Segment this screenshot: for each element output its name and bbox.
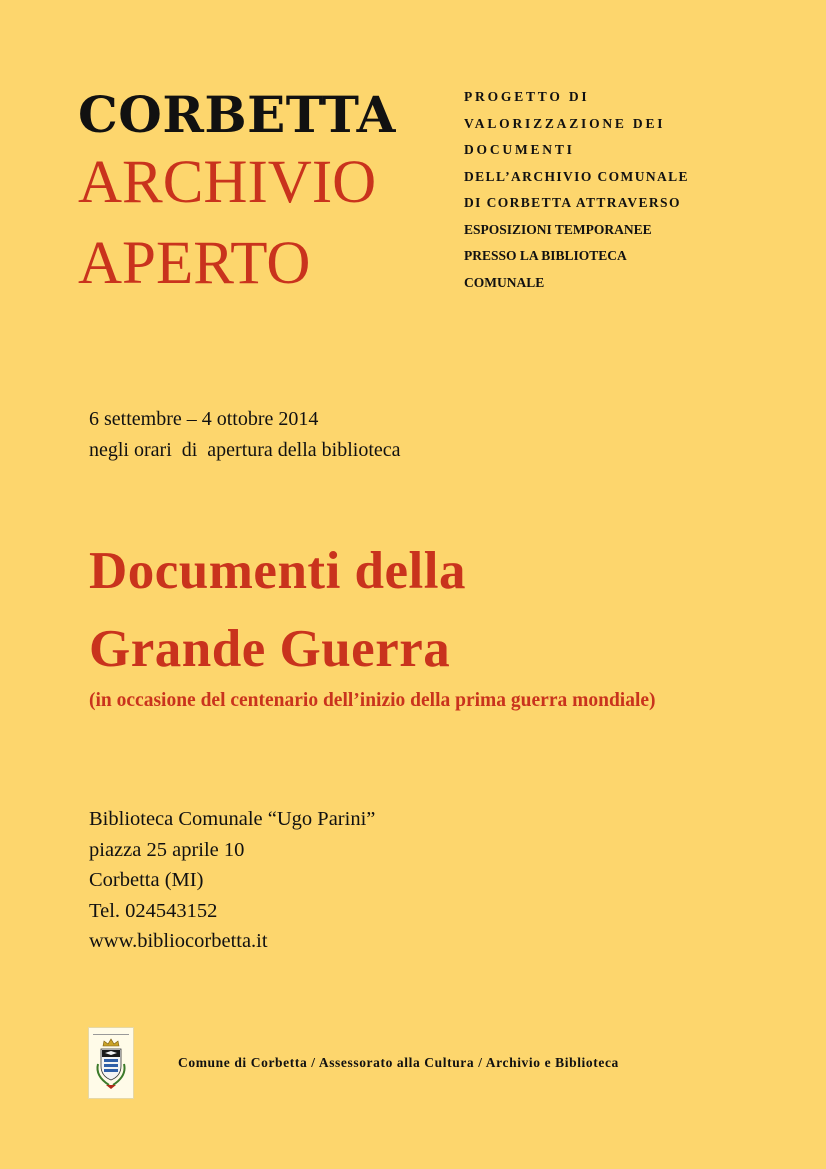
title-corbetta: CORBETTA xyxy=(78,85,396,144)
library-phone: Tel. 024543152 xyxy=(89,899,218,922)
project-line: PRESSO LA BIBLIOTECA xyxy=(464,248,627,263)
title-archivio: ARCHIVIO xyxy=(78,149,377,216)
project-line: DI CORBETTA ATTRAVERSO xyxy=(464,195,681,210)
opening-hours: negli orari di apertura della biblioteca xyxy=(89,439,401,461)
contact-block xyxy=(89,804,375,957)
coat-of-arms-logo xyxy=(88,1027,134,1099)
project-line: ESPOSIZIONI TEMPORANEE xyxy=(464,221,652,237)
project-line: VALORIZZAZIONE DEI xyxy=(464,115,666,131)
library-website[interactable]: www.bibliocorbetta.it xyxy=(89,930,268,952)
project-description xyxy=(464,84,784,296)
date-range: 6 settembre – 4 ottobre 2014 xyxy=(89,408,319,430)
project-line: COMUNALE xyxy=(464,274,545,290)
library-name: Biblioteca Comunale “Ugo Parini” xyxy=(89,808,376,830)
title-aperto: APERTO xyxy=(78,230,311,297)
footer-credits: Comune di Corbetta / Assessorato alla Cultura / Archivio e Biblioteca xyxy=(178,1055,619,1070)
library-address: piazza 25 aprile 10 xyxy=(89,838,245,861)
project-line: DELL’ARCHIVIO COMUNALE xyxy=(464,168,689,184)
exhibition-title-line2: Grande Guerra xyxy=(89,620,451,678)
exhibition-dates xyxy=(89,404,401,466)
exhibition-title xyxy=(89,532,466,688)
project-line: DOCUMENTI xyxy=(464,142,575,157)
coat-of-arms-icon xyxy=(89,1028,133,1098)
exhibition-subtitle: (in occasione del centenario dell’inizio della prima guerra mondiale) xyxy=(89,690,656,711)
library-city: Corbetta (MI) xyxy=(89,869,204,891)
project-line: PROGETTO DI xyxy=(464,89,590,104)
exhibition-title-line1: Documenti della xyxy=(89,542,466,600)
